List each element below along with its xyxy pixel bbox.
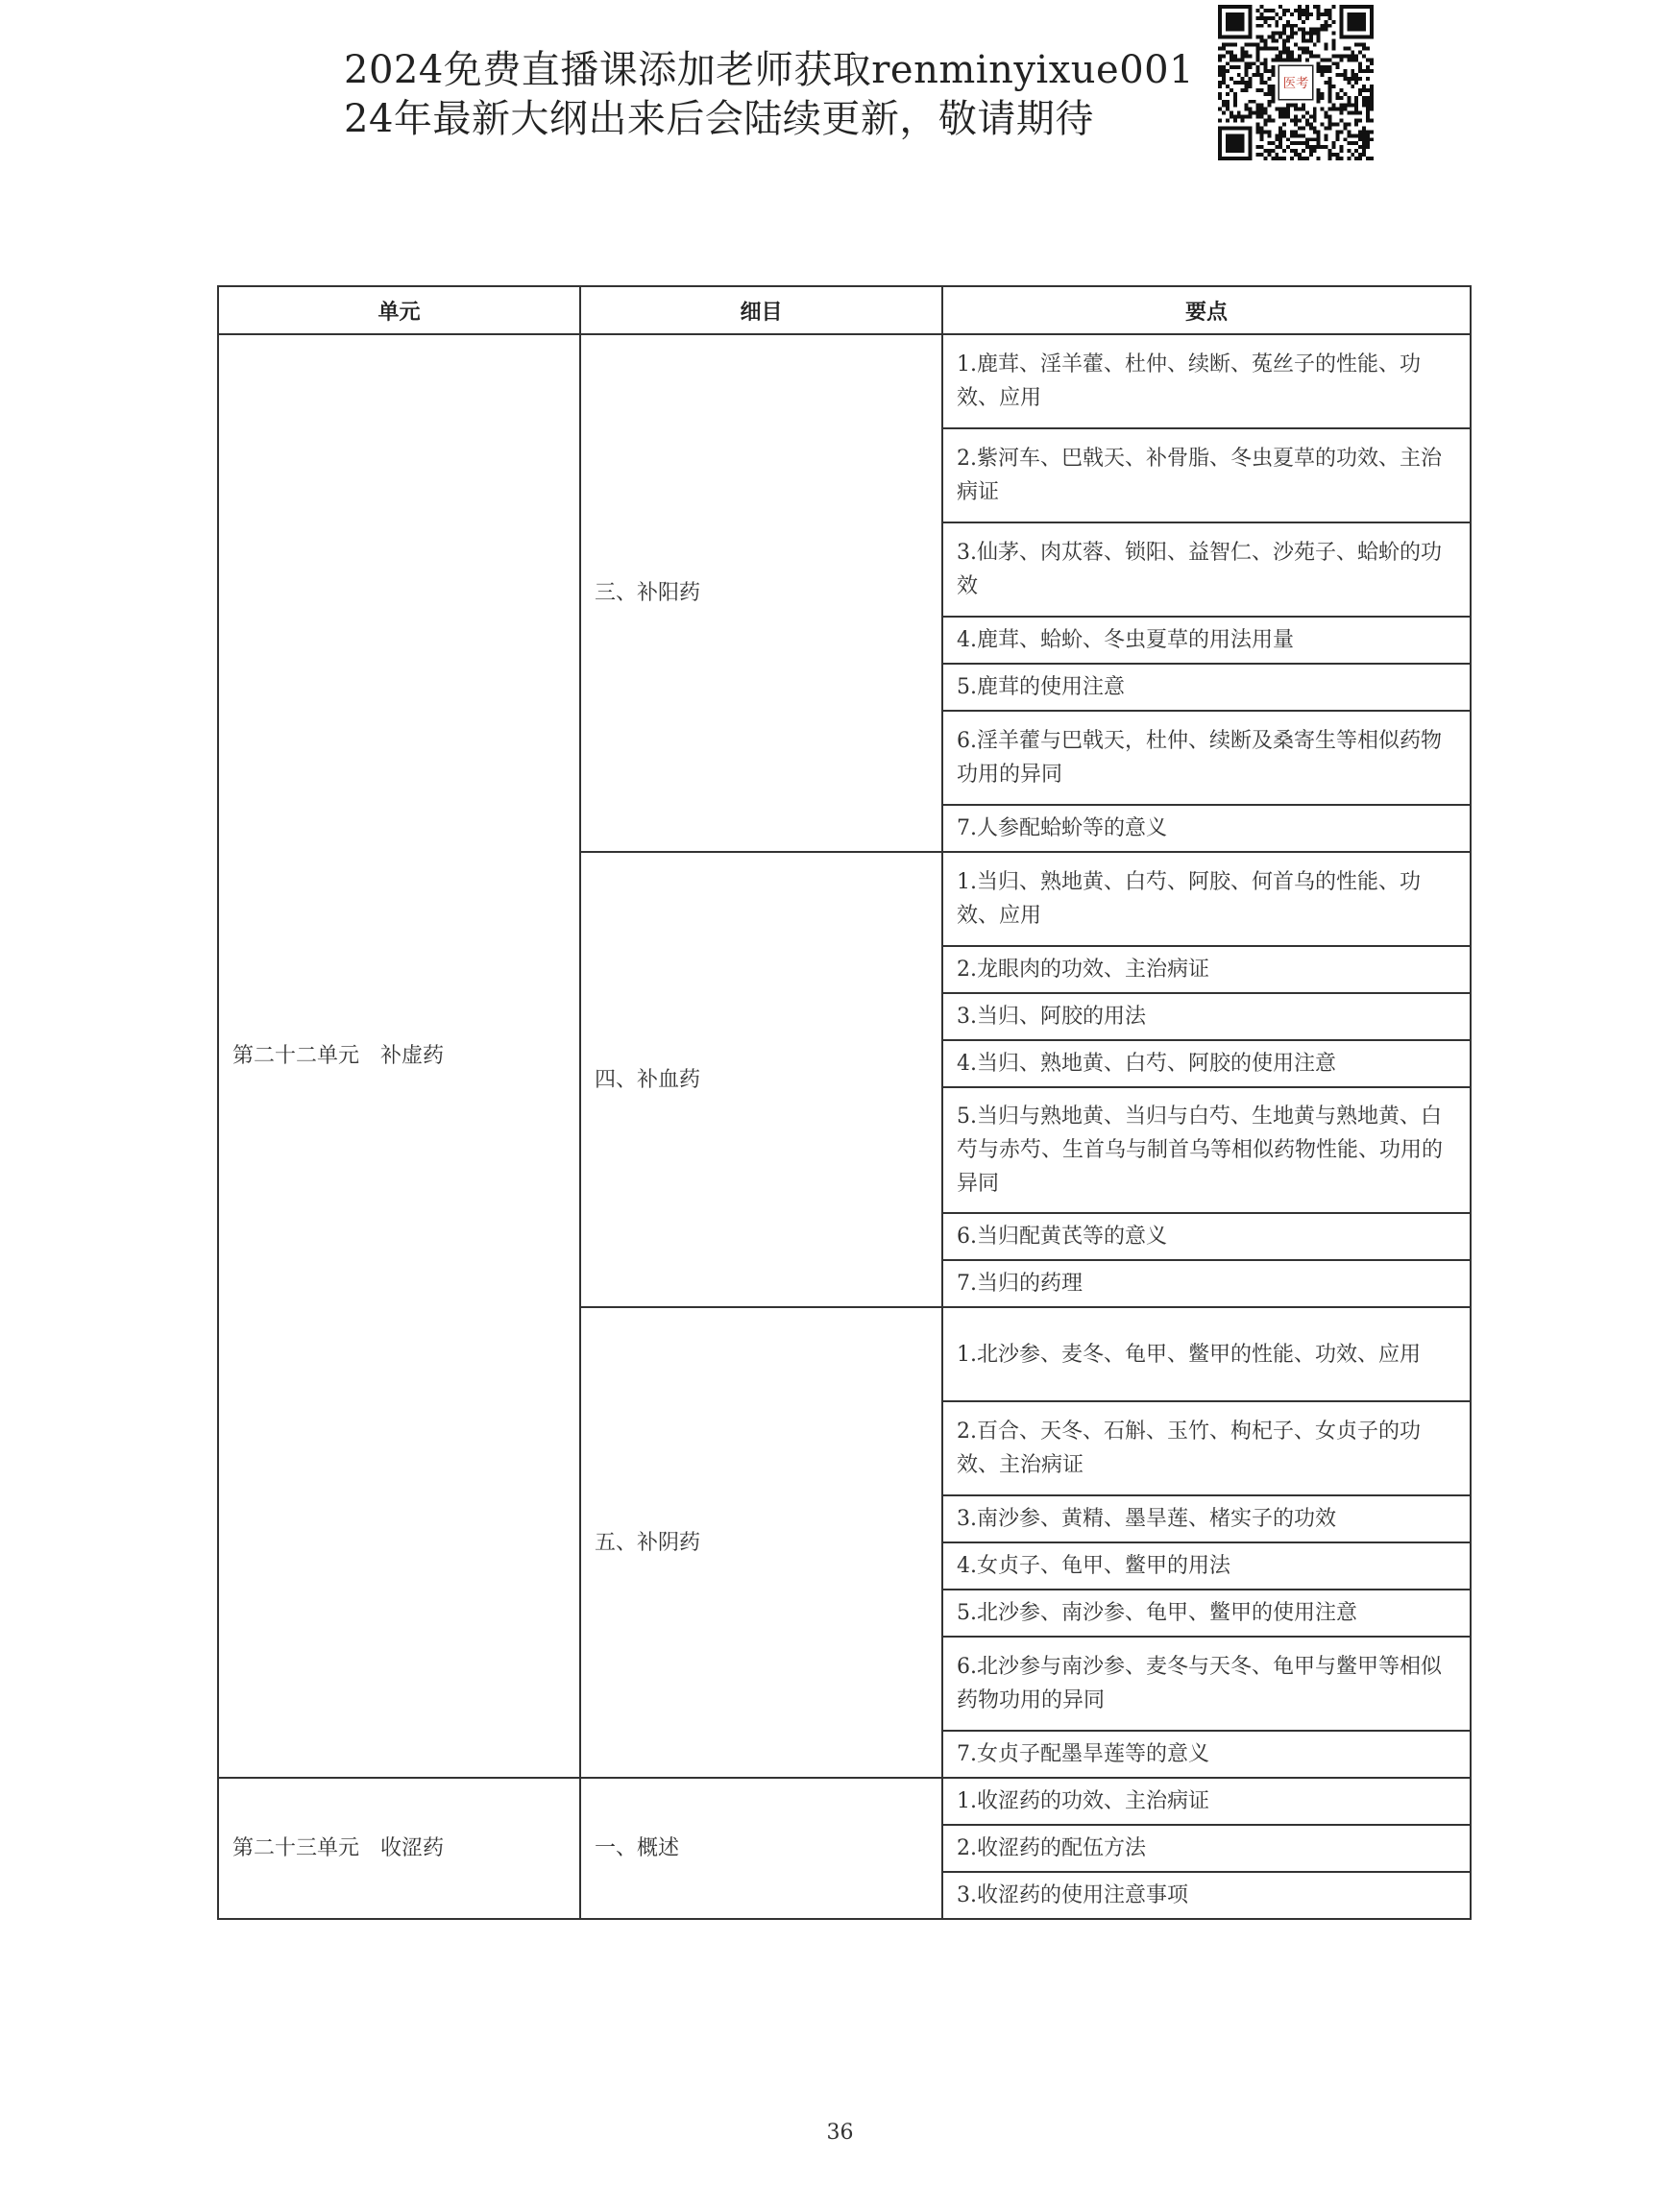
section-cell: 一、概述 [580,1778,942,1919]
point-cell: 3.收涩药的使用注意事项 [942,1872,1471,1919]
point-cell: 4.鹿茸、蛤蚧、冬虫夏草的用法用量 [942,617,1471,664]
header-section: 细目 [580,286,942,334]
section-cell: 五、补阴药 [580,1307,942,1778]
point-cell: 1.北沙参、麦冬、龟甲、鳖甲的性能、功效、应用 [942,1307,1471,1401]
page-number: 36 [826,2121,854,2145]
point-cell: 7.人参配蛤蚧等的意义 [942,805,1471,852]
point-cell: 3.当归、阿胶的用法 [942,993,1471,1040]
point-cell: 3.仙茅、肉苁蓉、锁阳、益智仁、沙苑子、蛤蚧的功效 [942,522,1471,617]
header-points: 要点 [942,286,1471,334]
qr-code-icon[interactable] [1218,5,1374,160]
point-cell: 6.淫羊藿与巴戟天，杜仲、续断及桑寄生等相似药物功用的异同 [942,711,1471,805]
promo-line-1: 2024免费直播课添加老师获取renminyixue001 [344,48,1195,92]
qr-badge-text: 医考 [1282,77,1309,92]
point-cell: 6.当归配黄芪等的意义 [942,1213,1471,1260]
promo-header [344,46,1194,144]
point-cell: 5.鹿茸的使用注意 [942,664,1471,711]
point-cell: 1.收涩药的功效、主治病证 [942,1778,1471,1825]
table-header-row [218,286,1471,334]
point-cell: 2.龙眼肉的功效、主治病证 [942,946,1471,993]
point-cell: 2.收涩药的配伍方法 [942,1825,1471,1872]
section-cell: 三、补阳药 [580,334,942,852]
point-cell: 3.南沙参、黄精、墨旱莲、楮实子的功效 [942,1495,1471,1542]
table-row [218,1778,1471,1825]
unit-cell: 第二十二单元 补虚药 [218,334,580,1778]
point-cell: 2.紫河车、巴戟天、补骨脂、冬虫夏草的功效、主治病证 [942,428,1471,522]
point-cell: 4.当归、熟地黄、白芍、阿胶的使用注意 [942,1040,1471,1087]
unit-cell: 第二十三单元 收涩药 [218,1778,580,1919]
point-cell: 2.百合、天冬、石斛、玉竹、枸杞子、女贞子的功效、主治病证 [942,1401,1471,1495]
point-cell: 5.北沙参、南沙参、龟甲、鳖甲的使用注意 [942,1590,1471,1637]
point-cell: 7.当归的药理 [942,1260,1471,1307]
syllabus-table [217,285,1472,1920]
point-cell: 7.女贞子配墨旱莲等的意义 [942,1731,1471,1778]
point-cell: 6.北沙参与南沙参、麦冬与天冬、龟甲与鳖甲等相似药物功用的异同 [942,1637,1471,1731]
section-cell: 四、补血药 [580,852,942,1307]
point-cell: 1.当归、熟地黄、白芍、阿胶、何首乌的性能、功效、应用 [942,852,1471,946]
point-cell: 4.女贞子、龟甲、鳖甲的用法 [942,1542,1471,1590]
promo-line-2: 24年最新大纲出来后会陆续更新，敬请期待 [344,97,1094,141]
point-cell: 5.当归与熟地黄、当归与白芍、生地黄与熟地黄、白芍与赤芍、生首乌与制首乌等相似药物性能、功用的异同 [942,1087,1471,1213]
table-row [218,334,1471,428]
header-unit: 单元 [218,286,580,334]
point-cell: 1.鹿茸、淫羊藿、杜仲、续断、菟丝子的性能、功效、应用 [942,334,1471,428]
